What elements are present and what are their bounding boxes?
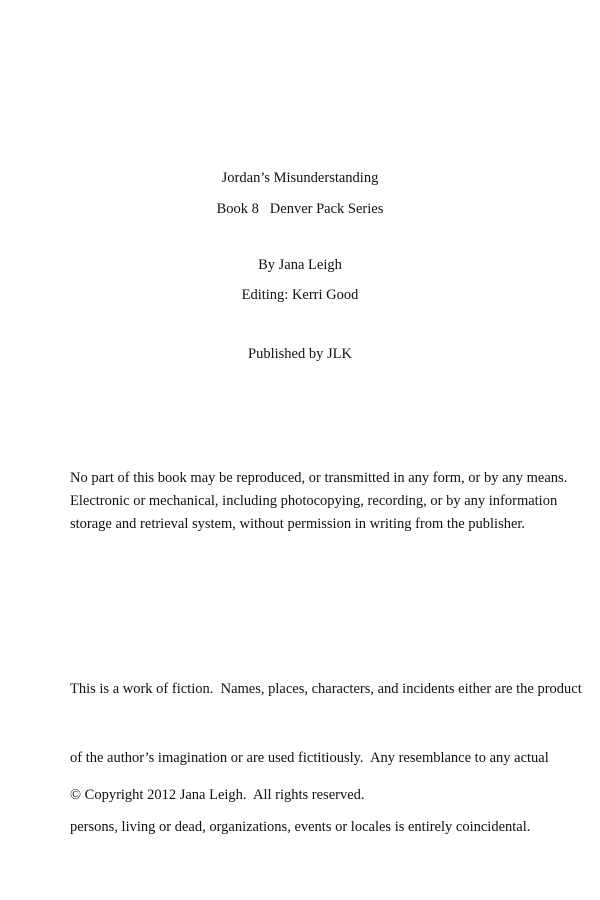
fiction-notice-line: This is a work of fiction. Names, places, characters, and incidents either are the product — [70, 681, 582, 697]
rights-notice-line: storage and retrieval system, without permission in writing from the publisher. — [70, 516, 526, 532]
editor-line: Editing: Kerri Good — [241, 287, 359, 303]
copyright-line: © Copyright 2012 Jana Leigh. All rights reserved. — [70, 787, 365, 803]
rights-notice-line: No part of this book may be reproduced, or transmitted in any form, or by any means. — [70, 470, 568, 486]
fiction-notice-line: persons, living or dead, organizations, events or locales is entirely coincidental. — [70, 819, 531, 835]
publisher-line: Published by JLK — [248, 346, 352, 362]
rights-notice — [70, 467, 570, 536]
author-line: By Jana Leigh — [258, 257, 342, 273]
book-title: Jordan’s Misunderstanding — [221, 170, 379, 186]
copyright-notice — [70, 738, 570, 853]
rights-notice-line: Electronic or mechanical, including photocopying, recording, or by any information — [70, 493, 558, 509]
fiction-notice-line: of the author’s imagination or are used fictitiously. Any resemblance to any actual — [70, 750, 549, 766]
series-line: Book 8 Denver Pack Series — [216, 201, 384, 217]
